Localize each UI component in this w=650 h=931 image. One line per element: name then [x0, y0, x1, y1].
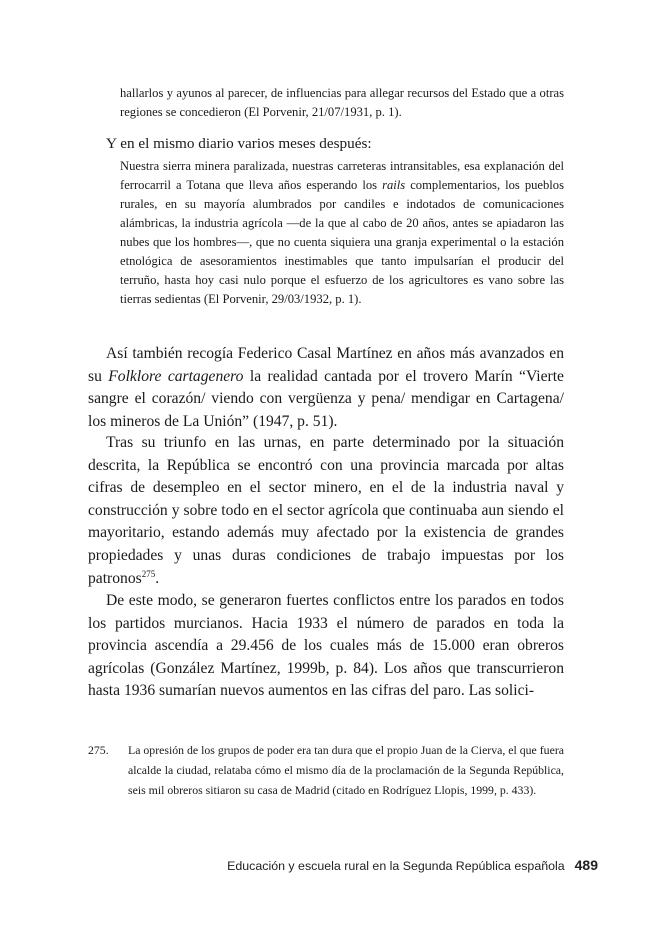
footnote-reference[interactable]: 275	[141, 568, 156, 579]
footnote	[88, 740, 564, 800]
footnote-text: La opresión de los grupos de poder era tan dura que el propio Juan de la Cierva, el que fuera alcalde la ciudad, relataba cómo el mismo día de la proclamación de la Segunda República, seis mil obreros sitiaron su casa de Madrid (citado en Rodríguez Llopis, 1999, p. 433).	[128, 743, 564, 797]
paragraph-3	[88, 590, 564, 703]
block-quote-1-text: hallarlos y ayunos al parecer, de influencias para allegar recursos del Estado que a otras regiones se concedieron (El Porvenir, 21/07/1931, p. 1).	[120, 86, 564, 119]
paragraph-1-text-b: la realidad cantada por el trovero Marín “Vierte sangre el corazón/ viendo con vergüenza y pena/ mendigar en Cartagena/ los mineros de La Unión” (1947, p. 51).	[88, 367, 564, 430]
quote-intro	[106, 134, 566, 154]
paragraph-2	[88, 432, 564, 590]
block-quote-2-italic: rails	[382, 178, 406, 192]
page-number: 489	[574, 857, 598, 873]
paragraph-1-text-a: Así también recogía Federico Casal Martínez en años más avanzados en su	[88, 345, 564, 385]
paragraph-1	[88, 343, 564, 433]
block-quote-1	[120, 84, 564, 122]
block-quote-2-text-b: complementarios, los pueblos rurales, en su mayoría alumbrados por candiles e indotados de comunicaciones alámbricas, la industria agrícola —de la que al cabo de 20 años, antes se apiadaron las nubes que los hombres—, que no cuenta siquiera una granja experimental o la estación etnológica de asesoramientos inestimables que tanto impulsarían el producir del terruño, hasta hoy casi nulo porque el esfuerzo de los agricultores es vano sobre las tierras sedientas (El Porvenir, 29/03/1932, p. 1).	[120, 178, 564, 306]
paragraph-2-end: .	[155, 569, 160, 587]
paragraph-1-italic: Folklore cartagenero	[108, 367, 244, 385]
footer-book-title: Educación y escuela rural en la Segunda República española	[227, 859, 565, 873]
block-quote-2	[120, 157, 564, 309]
block-quote-2-text-a: Nuestra sierra minera paralizada, nuestras carreteras intransitables, esa explanación del ferrocarril a Totana que lleva años esperando los	[120, 159, 564, 192]
running-footer	[227, 857, 598, 873]
paragraph-2-text: Tras su triunfo en las urnas, en parte determinado por la situación descrita, la República se encontró con una provincia marcada por altas cifras de desempleo en el sector minero, en el de la industria naval y construcción y sobre todo en el sector agrícola que continuaba aun siendo el mayoritario, estando además muy afectado por la existencia de grandes propiedades y unas duras condiciones de trabajo impuestas por los patronos	[88, 434, 564, 587]
footnote-number: 275.	[88, 743, 109, 757]
paragraph-3-text: De este modo, se generaron fuertes conflictos entre los parados en todos los partidos murcianos. Hacia 1933 el número de parados en toda la provincia ascendía a 29.456 de los cuales más de 15.000 eran obreros agrícolas (González Martínez, 1999b, p. 84). Los años que transcurrieron hasta 1936 sumarían nuevos aumentos en las cifras del paro. Las solici-	[88, 592, 564, 700]
quote-intro-text: Y en el mismo diario varios meses después:	[106, 135, 372, 152]
